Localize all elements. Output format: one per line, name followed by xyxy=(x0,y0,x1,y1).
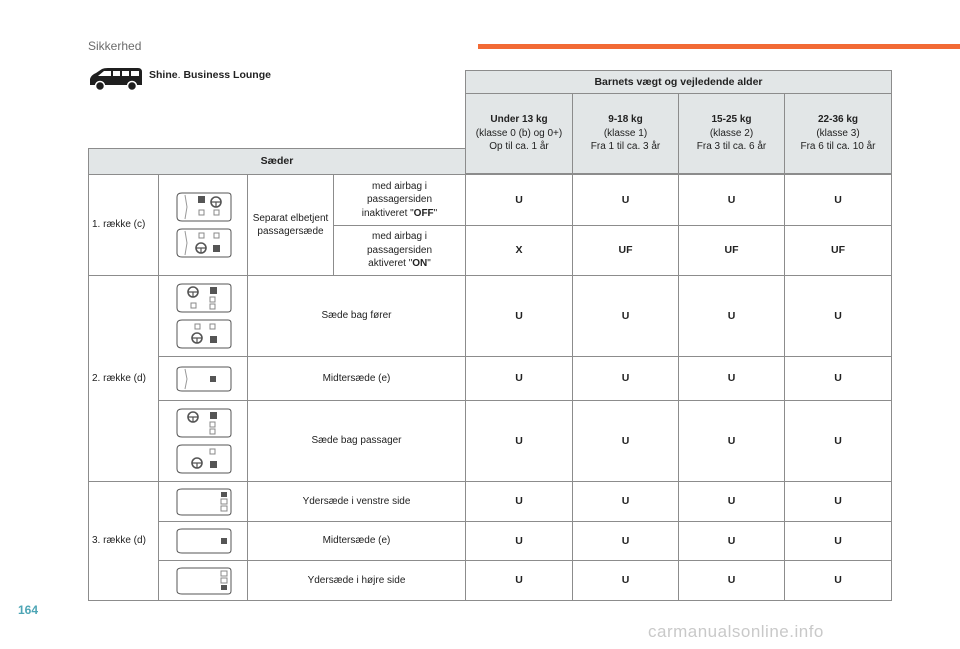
suitability-value: U xyxy=(784,174,892,226)
suitability-value: U xyxy=(465,400,573,482)
page-number: 164 xyxy=(18,603,39,617)
suitability-value: U xyxy=(572,560,679,601)
seat-label: Sæde bag fører xyxy=(247,275,466,357)
row-label: 1. række (c) xyxy=(88,174,159,276)
seat-label: Separat elbetjent passagersæde xyxy=(247,174,334,276)
weight-class-header: 9-18 kg (klasse 1) Fra 1 til ca. 3 år xyxy=(572,93,679,174)
seat-diagram-icon xyxy=(173,227,233,259)
suitability-value: U xyxy=(678,400,785,482)
suitability-value: U xyxy=(784,275,892,357)
seat-diagram-icon xyxy=(173,407,233,439)
model-heading xyxy=(88,66,271,92)
suitability-value: U xyxy=(572,481,679,522)
suitability-value: U xyxy=(678,481,785,522)
suitability-value: UF xyxy=(784,225,892,276)
seat-diagram-cell xyxy=(158,481,248,522)
suitability-value: UF xyxy=(572,225,679,276)
group-header: Barnets vægt og vejledende alder xyxy=(465,70,892,94)
suitability-value: U xyxy=(572,521,679,561)
suitability-value: U xyxy=(465,560,573,601)
seat-diagram-icon xyxy=(173,566,233,596)
suitability-value: U xyxy=(784,521,892,561)
suitability-value: U xyxy=(572,400,679,482)
suitability-value: U xyxy=(678,174,785,226)
weight-class-header: 22-36 kg (klasse 3) Fra 6 til ca. 10 år xyxy=(784,93,892,174)
seat-diagram-icon xyxy=(173,318,233,350)
suitability-value: U xyxy=(465,481,573,522)
seat-label: Midtersæde (e) xyxy=(247,356,466,401)
seat-label: Ydersæde i venstre side xyxy=(247,481,466,522)
weight-class-header: Under 13 kg (klasse 0 (b) og 0+) Op til ca. 1 år xyxy=(465,93,573,174)
suitability-value: U xyxy=(572,275,679,357)
suitability-value: U xyxy=(784,400,892,482)
suitability-value: U xyxy=(465,521,573,561)
seat-label: Midtersæde (e) xyxy=(247,521,466,561)
watermark: carmanualsonline.info xyxy=(648,622,824,641)
van-icon xyxy=(88,66,144,92)
suitability-value: X xyxy=(465,225,573,276)
seat-diagram-icon xyxy=(173,443,233,475)
row-label: 2. række (d) xyxy=(88,275,159,482)
suitability-value: U xyxy=(678,275,785,357)
suitability-value: UF xyxy=(678,225,785,276)
seat-label: Sæde bag passager xyxy=(247,400,466,482)
seats-header: Sæder xyxy=(88,148,466,175)
seat-diagram-icon xyxy=(173,191,233,223)
suitability-value: U xyxy=(465,356,573,401)
airbag-condition: med airbag i passagersiden inaktiveret "OFF" xyxy=(333,174,466,226)
section-title: Sikkerhed xyxy=(88,39,142,53)
seat-diagram-cell xyxy=(158,521,248,561)
seat-diagram-cell xyxy=(158,174,248,276)
seat-diagram-icon xyxy=(173,527,233,555)
model-label: Shine. Business Lounge xyxy=(149,69,271,81)
row-label: 3. række (d) xyxy=(88,481,159,601)
suitability-value: U xyxy=(572,356,679,401)
seat-diagram-icon xyxy=(173,487,233,517)
suitability-value: U xyxy=(678,521,785,561)
weight-class-header: 15-25 kg (klasse 2) Fra 3 til ca. 6 år xyxy=(678,93,785,174)
seat-diagram-icon xyxy=(173,365,233,393)
seat-diagram-cell xyxy=(158,560,248,601)
suitability-value: U xyxy=(465,275,573,357)
suitability-value: U xyxy=(678,356,785,401)
suitability-value: U xyxy=(678,560,785,601)
suitability-value: U xyxy=(465,174,573,226)
suitability-value: U xyxy=(572,174,679,226)
seat-diagram-icon xyxy=(173,282,233,314)
seat-diagram-cell xyxy=(158,275,248,357)
airbag-condition: med airbag i passagersiden aktiveret "ON" xyxy=(333,225,466,276)
suitability-value: U xyxy=(784,356,892,401)
suitability-value: U xyxy=(784,560,892,601)
header-accent-bar xyxy=(478,44,960,49)
seat-label: Ydersæde i højre side xyxy=(247,560,466,601)
suitability-value: U xyxy=(784,481,892,522)
seat-diagram-cell xyxy=(158,400,248,482)
seat-diagram-cell xyxy=(158,356,248,401)
